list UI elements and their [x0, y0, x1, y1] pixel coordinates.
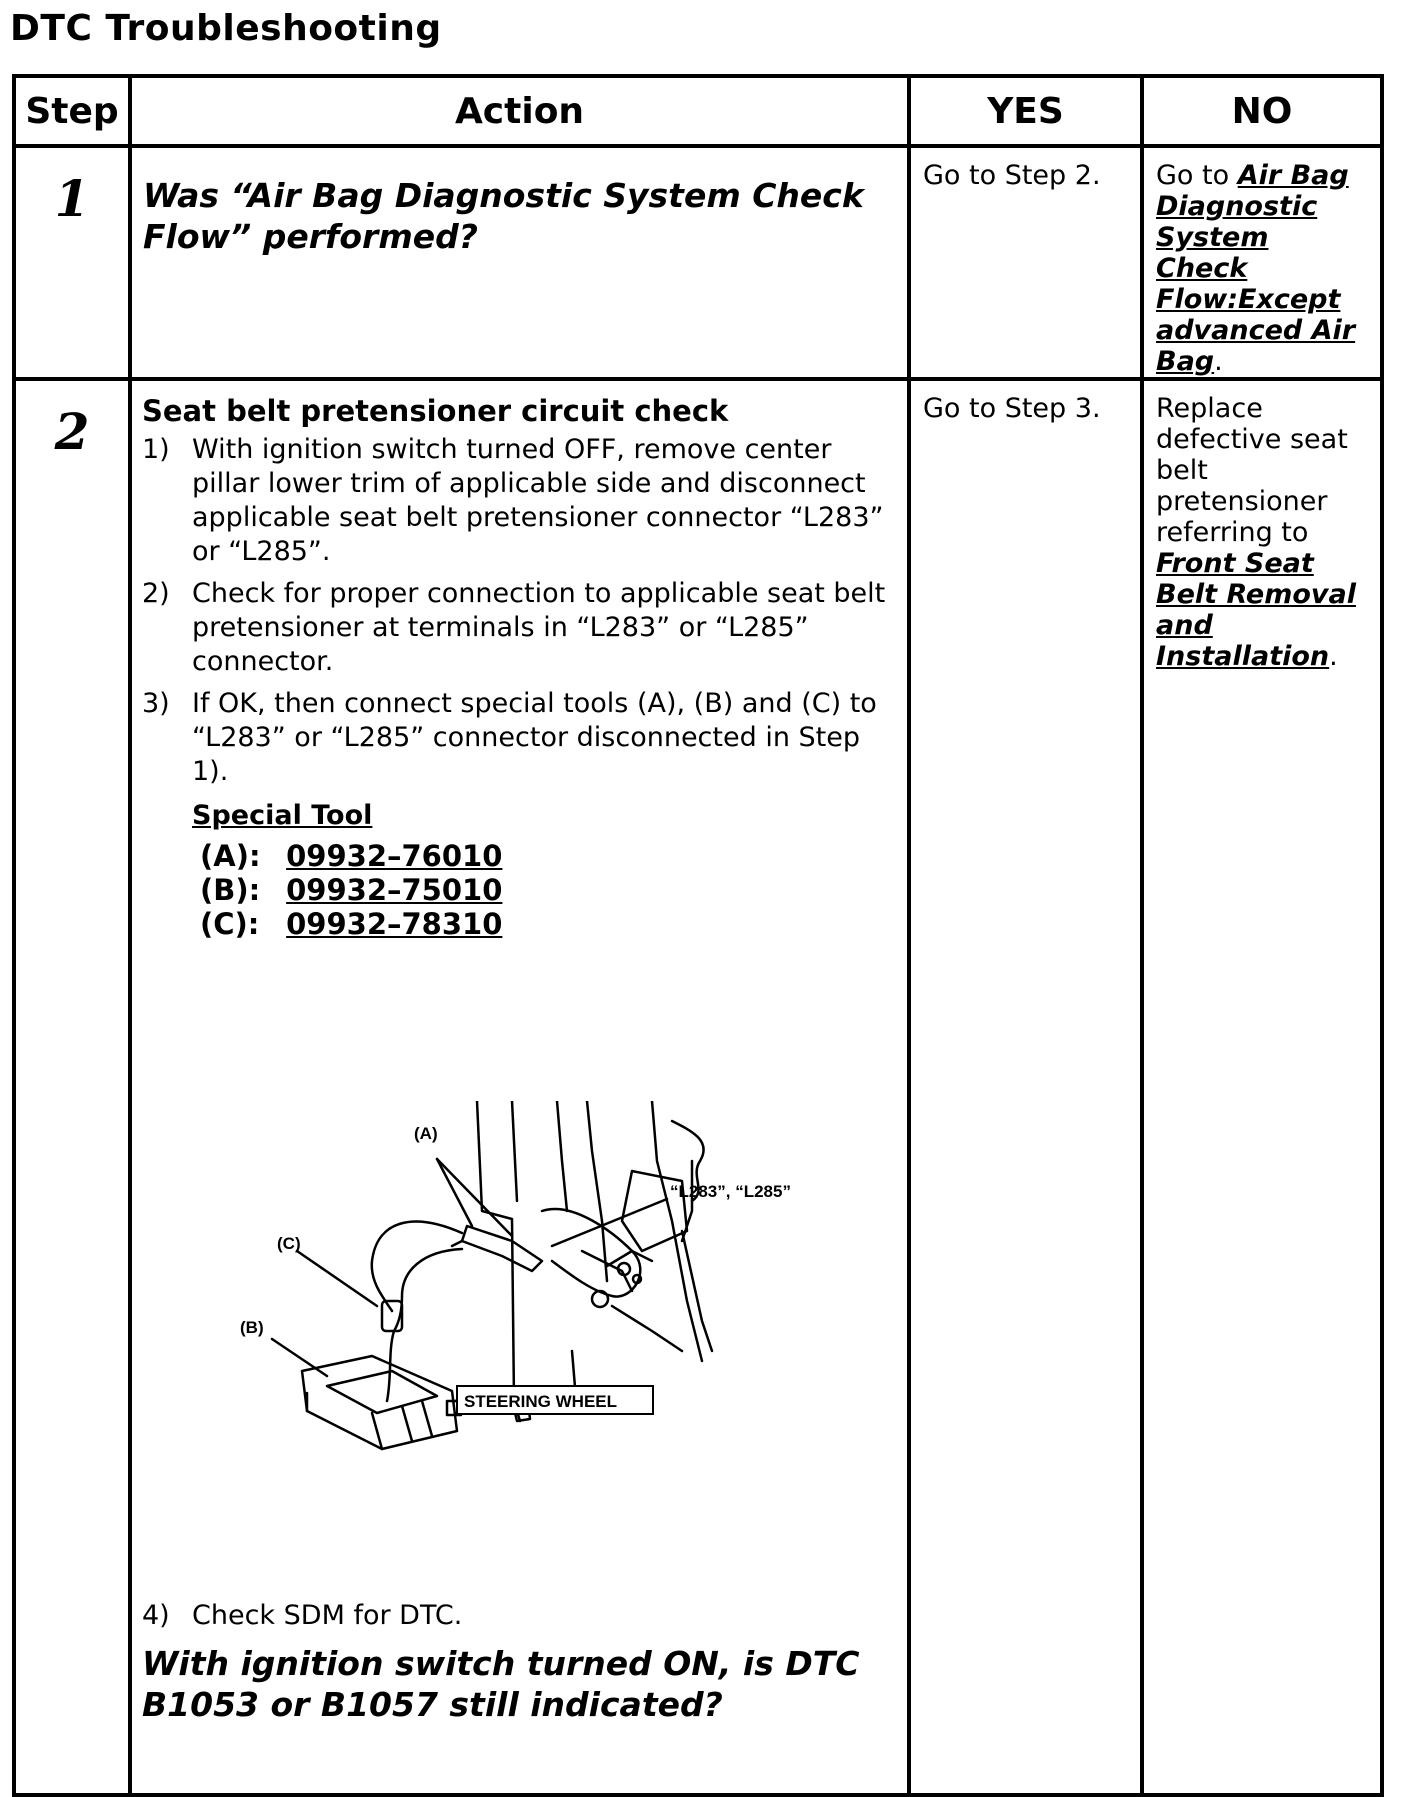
- tool-label: (A):: [200, 839, 261, 873]
- yes-cell: [909, 146, 1142, 379]
- figure-label-c: (C): [277, 1234, 301, 1253]
- no-text-prefix: Replace defective seat belt pretensioner referring to: [1156, 393, 1348, 548]
- item-number: 1): [142, 434, 170, 465]
- page-title: DTC Troubleshooting: [10, 8, 442, 49]
- seat-belt-removal-link[interactable]: Front Seat Belt Removal and Installation: [1156, 548, 1356, 672]
- tool-line: [192, 873, 897, 907]
- yes-cell: [909, 379, 1142, 1795]
- item-text: Check SDM for DTC.: [192, 1600, 463, 1631]
- item-text: Check for proper connection to applicable seat belt pretensioner at terminals in “L283” or “L285” connector.: [192, 578, 886, 677]
- yes-text: Go to Step 2.: [923, 160, 1101, 191]
- figure-label-b: (B): [240, 1318, 264, 1337]
- item-number: 3): [142, 688, 170, 719]
- action-cell: [130, 146, 909, 379]
- item-number: 4): [142, 1600, 170, 1631]
- no-text-suffix: .: [1329, 641, 1338, 672]
- tool-number-link[interactable]: 09932–76010: [286, 839, 503, 873]
- figure-label-a: (A): [414, 1124, 438, 1143]
- step-cell: [14, 146, 130, 379]
- header-row: [14, 76, 1382, 146]
- table-row: [14, 379, 1382, 1795]
- tool-line: [192, 839, 897, 873]
- figure-label-steering-wheel: STEERING WHEEL: [464, 1392, 618, 1411]
- action-cell: [130, 379, 909, 1795]
- air-bag-check-flow-link[interactable]: Air Bag Diagnostic System Check Flow:Except advanced Air Bag: [1156, 160, 1356, 377]
- connection-diagram: [212, 1101, 832, 1481]
- figure-label-connector: “L283”, “L285”: [670, 1182, 791, 1201]
- procedure-item: [142, 687, 897, 789]
- no-text-prefix: Go to: [1156, 160, 1238, 191]
- no-text-suffix: .: [1214, 346, 1223, 377]
- section-heading: Seat belt pretensioner circuit check: [142, 394, 729, 428]
- procedure-item: [142, 577, 897, 679]
- step-cell: [14, 379, 130, 1795]
- header-step: Step: [14, 76, 130, 146]
- no-cell: [1142, 379, 1382, 1795]
- special-tool-block: [192, 799, 897, 941]
- tool-number-link[interactable]: 09932–78310: [286, 907, 503, 941]
- question-text: Was “Air Bag Diagnostic System Check Flow” performed?: [143, 176, 864, 256]
- tool-label: (C):: [200, 907, 260, 941]
- item-number: 2): [142, 578, 170, 609]
- no-cell: [1142, 146, 1382, 379]
- table-row: [14, 146, 1382, 379]
- yes-text: Go to Step 3.: [923, 393, 1101, 424]
- procedure-item: [142, 1599, 897, 1633]
- procedure-item: [142, 433, 897, 569]
- header-action: Action: [130, 76, 909, 146]
- tool-number-link[interactable]: 09932–75010: [286, 873, 503, 907]
- header-yes: YES: [909, 76, 1142, 146]
- item-text: If OK, then connect special tools (A), (B) and (C) to “L283” or “L285” connector disconnected in Step 1).: [192, 688, 877, 787]
- item-text: With ignition switch turned OFF, remove center pillar lower trim of applicable side and disconnect applicable seat belt pretensioner connector “L283” or “L285”.: [192, 434, 884, 567]
- tool-label: (B):: [200, 873, 261, 907]
- step-number: 2: [54, 402, 90, 461]
- troubleshooting-table: [12, 74, 1384, 1797]
- special-tool-title: Special Tool: [192, 800, 373, 831]
- tool-line: [192, 907, 897, 941]
- question-text: With ignition switch turned ON, is DTC B1053 or B1057 still indicated?: [142, 1644, 860, 1724]
- step-number: 1: [54, 169, 90, 228]
- header-no: NO: [1142, 76, 1382, 146]
